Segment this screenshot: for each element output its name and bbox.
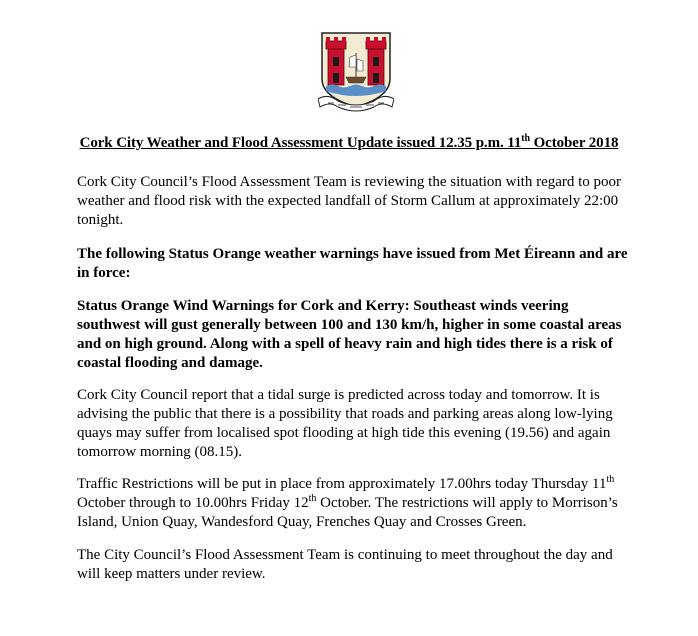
cork-city-crest (318, 31, 394, 113)
paragraph-line: southwest will gust generally between 100 and 130 km/h, higher in some coastal areas (77, 317, 622, 333)
paragraph-line: Island, Union Quay, Wandesford Quay, Frenches Quay and Crosses Green. (77, 514, 527, 530)
paragraph-line: weather and flood risk with the expected landfall of Storm Callum at approximately 22:00 (77, 193, 619, 209)
paragraph-line: coastal flooding and damage. (77, 355, 263, 371)
paragraph-line: quays may suffer from localised spot flooding at high tide this evening (19.56) and again (77, 425, 611, 441)
paragraph-line: will keep matters under review. (77, 566, 266, 582)
crest-left-castle (326, 37, 346, 85)
paragraph-line: advising the public that there is a possibility that roads and parking areas along low-lying (77, 406, 613, 422)
paragraph-line (77, 475, 677, 494)
page-title (0, 135, 698, 152)
paragraph-line (77, 494, 677, 513)
title-text: Cork City Weather and Flood Assessment Update issued 12.35 p.m. 11 (79, 135, 522, 151)
title-text-end: October 2018 (529, 135, 619, 151)
paragraph-text: October through to 10.00hrs Friday 12 (77, 495, 309, 511)
paragraph-line: The City Council’s Flood Assessment Team is continuing to meet throughout the day and (77, 547, 613, 563)
paragraph-line: Status Orange Wind Warnings for Cork and Kerry: Southeast winds veering (77, 298, 569, 314)
paragraph-line: Cork City Council report that a tidal surge is predicted across today and tomorrow. It is (77, 387, 600, 403)
wind-warning-paragraph (77, 297, 677, 373)
crest-right-castle (366, 37, 386, 85)
tidal-surge-paragraph (77, 386, 677, 462)
paragraph-line: tomorrow morning (08.15). (77, 444, 242, 460)
superscript: th (606, 474, 615, 485)
closing-paragraph (77, 546, 677, 584)
superscript: th (308, 493, 317, 504)
paragraph-line: tonight. (77, 212, 124, 228)
warnings-intro-paragraph (77, 245, 677, 283)
paragraph-line: in force: (77, 265, 131, 281)
paragraph-line: Cork City Council’s Flood Assessment Team is reviewing the situation with regard to poor (77, 174, 622, 190)
paragraph-text: Traffic Restrictions will be put in place from approximately 17.00hrs today Thursday 11 (77, 476, 607, 492)
intro-paragraph (77, 173, 677, 230)
paragraph-text: October. The restrictions will apply to Morrison’s (316, 495, 618, 511)
paragraph-line: The following Status Orange weather warnings have issued from Met Éireann and are (77, 246, 628, 262)
traffic-restrictions-paragraph (77, 475, 677, 532)
paragraph-line: and on high ground. Along with a spell of heavy rain and high tides there is a risk of (77, 336, 613, 352)
title-superscript: th (521, 133, 530, 144)
